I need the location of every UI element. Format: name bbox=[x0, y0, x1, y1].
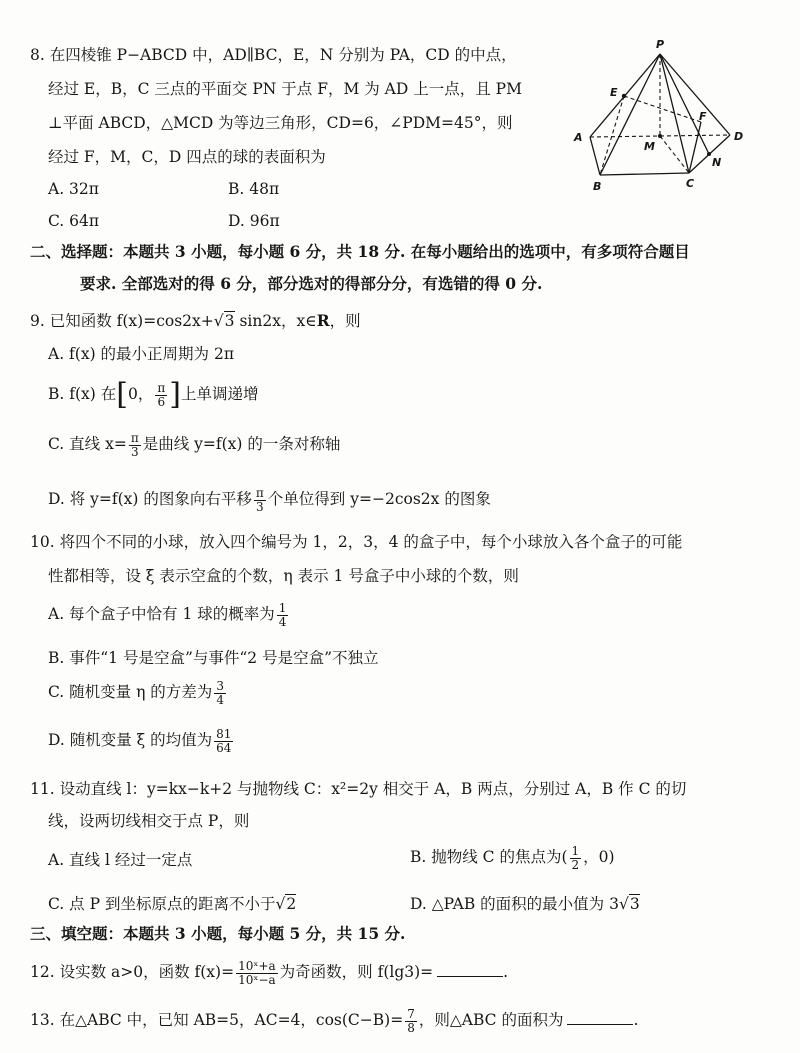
q9-stem: 9. 已知函数 f(x)=cos2x+√3 sin2x，x∈R，则 bbox=[30, 311, 361, 330]
q8-option-c: C. 64π bbox=[48, 212, 100, 230]
edge-bc bbox=[600, 173, 689, 175]
label-a: A bbox=[574, 131, 583, 144]
point-e bbox=[622, 94, 626, 98]
q8-line-2: 经过 E，B，C 三点的平面交 PN 于点 F，M 为 AD 上一点，且 PM bbox=[48, 80, 522, 98]
q13-answer-blank bbox=[567, 1010, 633, 1025]
q10-line-2: 性都相等，设 ξ 表示空盒的个数，η 表示 1 号盒子中小球的个数，则 bbox=[48, 567, 519, 585]
q12-answer-blank bbox=[437, 962, 503, 977]
label-n: N bbox=[712, 156, 722, 169]
q10-option-c: C. 随机变量 η 的方差为 $\frac{3}{4}$ bbox=[48, 679, 224, 707]
label-e: E bbox=[610, 86, 618, 99]
q10-line-1: 10. 将四个不同的小球，放入四个编号为 1，2，3，4 的盒子中，每个小球放入各个盒子的可能 bbox=[30, 533, 683, 551]
q13-line: 13. 在△ABC 中，已知 AB=5，AC=4，cos(C−B)= $\frac{7}{8}$ ，则△ABC 的面积为 . bbox=[30, 1007, 639, 1035]
point-n bbox=[707, 152, 711, 156]
q10-option-d: D. 随机变量 ξ 的均值为 $\frac{81}{64}$ bbox=[48, 727, 232, 755]
q9-option-d: D. 将 y=f(x) 的图象向右平移 $\frac{\pi}{3}$ 个单位得到 y=−2cos2x 的图象 bbox=[48, 486, 491, 514]
label-b: B bbox=[593, 180, 602, 193]
q8-option-a: A. 32π bbox=[48, 180, 99, 198]
q12-line: 12. 设实数 a>0，函数 f(x)= $\frac{\text{10ˣ+a}}{\text{10ˣ−a}}$ 为奇函数，则 f(lg3)= . bbox=[30, 959, 509, 987]
q11-option-b: B. 抛物线 C 的焦点为( $\frac{1}{2}$ ，0) bbox=[410, 844, 615, 872]
q11-line-2: 线，设两切线相交于点 P，则 bbox=[48, 812, 250, 830]
label-p: P bbox=[656, 38, 665, 51]
point-m bbox=[658, 134, 662, 138]
q11-option-c: C. 点 P 到坐标原点的距离不小于√2 bbox=[48, 895, 297, 913]
section2-line-1: 二、选择题：本题共 3 小题，每小题 6 分，共 18 分. 在每小题给出的选项中，有多项符合题目 bbox=[30, 242, 690, 261]
q8-line-1: 8. 在四棱锥 P−ABCD 中，AD∥BC，E，N 分别为 PA，CD 的中点， bbox=[30, 46, 517, 64]
edge-cf bbox=[689, 122, 701, 173]
label-d: D bbox=[734, 130, 744, 143]
label-m: M bbox=[644, 140, 655, 153]
q11-option-d: D. △PAB 的面积的最小值为 3√3 bbox=[410, 895, 640, 913]
q11-line-1: 11. 设动直线 l：y=kx−k+2 与抛物线 C：x²=2y 相交于 A，B 两点，分别过 A，B 作 C 的切 bbox=[30, 780, 687, 798]
pyramid-figure bbox=[560, 36, 770, 196]
label-c: C bbox=[686, 177, 695, 190]
q10-option-a: A. 每个盒子中恰有 1 球的概率为 $\frac{1}{4}$ bbox=[48, 601, 287, 629]
q10-option-b: B. 事件“1 号是空盒”与事件“2 号是空盒”不独立 bbox=[48, 649, 379, 667]
q8-line-3: ⊥平面 ABCD，△MCD 为等边三角形，CD=6，∠PDM=45°，则 bbox=[48, 114, 513, 132]
edge-ef-hidden bbox=[624, 96, 701, 122]
q8-line-4: 经过 F，M，C，D 四点的球的表面积为 bbox=[48, 148, 326, 166]
edge-pn bbox=[660, 54, 709, 154]
section3-title: 三、填空题：本题共 3 小题，每小题 5 分，共 15 分. bbox=[30, 924, 406, 943]
q8-option-d: D. 96π bbox=[228, 212, 280, 230]
label-f: F bbox=[699, 110, 707, 123]
q9-option-b: B. f(x) 在[0， $\frac{\pi}{6}$ ]上单调递增 bbox=[48, 377, 259, 412]
q11-option-a: A. 直线 l 经过一定点 bbox=[48, 851, 193, 869]
section2-line-2: 要求. 全部选对的得 6 分，部分选对的得部分分，有选错的得 0 分. bbox=[80, 274, 543, 293]
edge-eb-hidden bbox=[600, 96, 624, 175]
edge-ab bbox=[590, 137, 600, 175]
q9-option-c: C. 直线 x= $\frac{\pi}{3}$ 是曲线 y=f(x) 的一条对称轴 bbox=[48, 431, 341, 459]
q8-option-b: B. 48π bbox=[228, 180, 280, 198]
q9-option-a: A. f(x) 的最小正周期为 2π bbox=[48, 345, 235, 363]
